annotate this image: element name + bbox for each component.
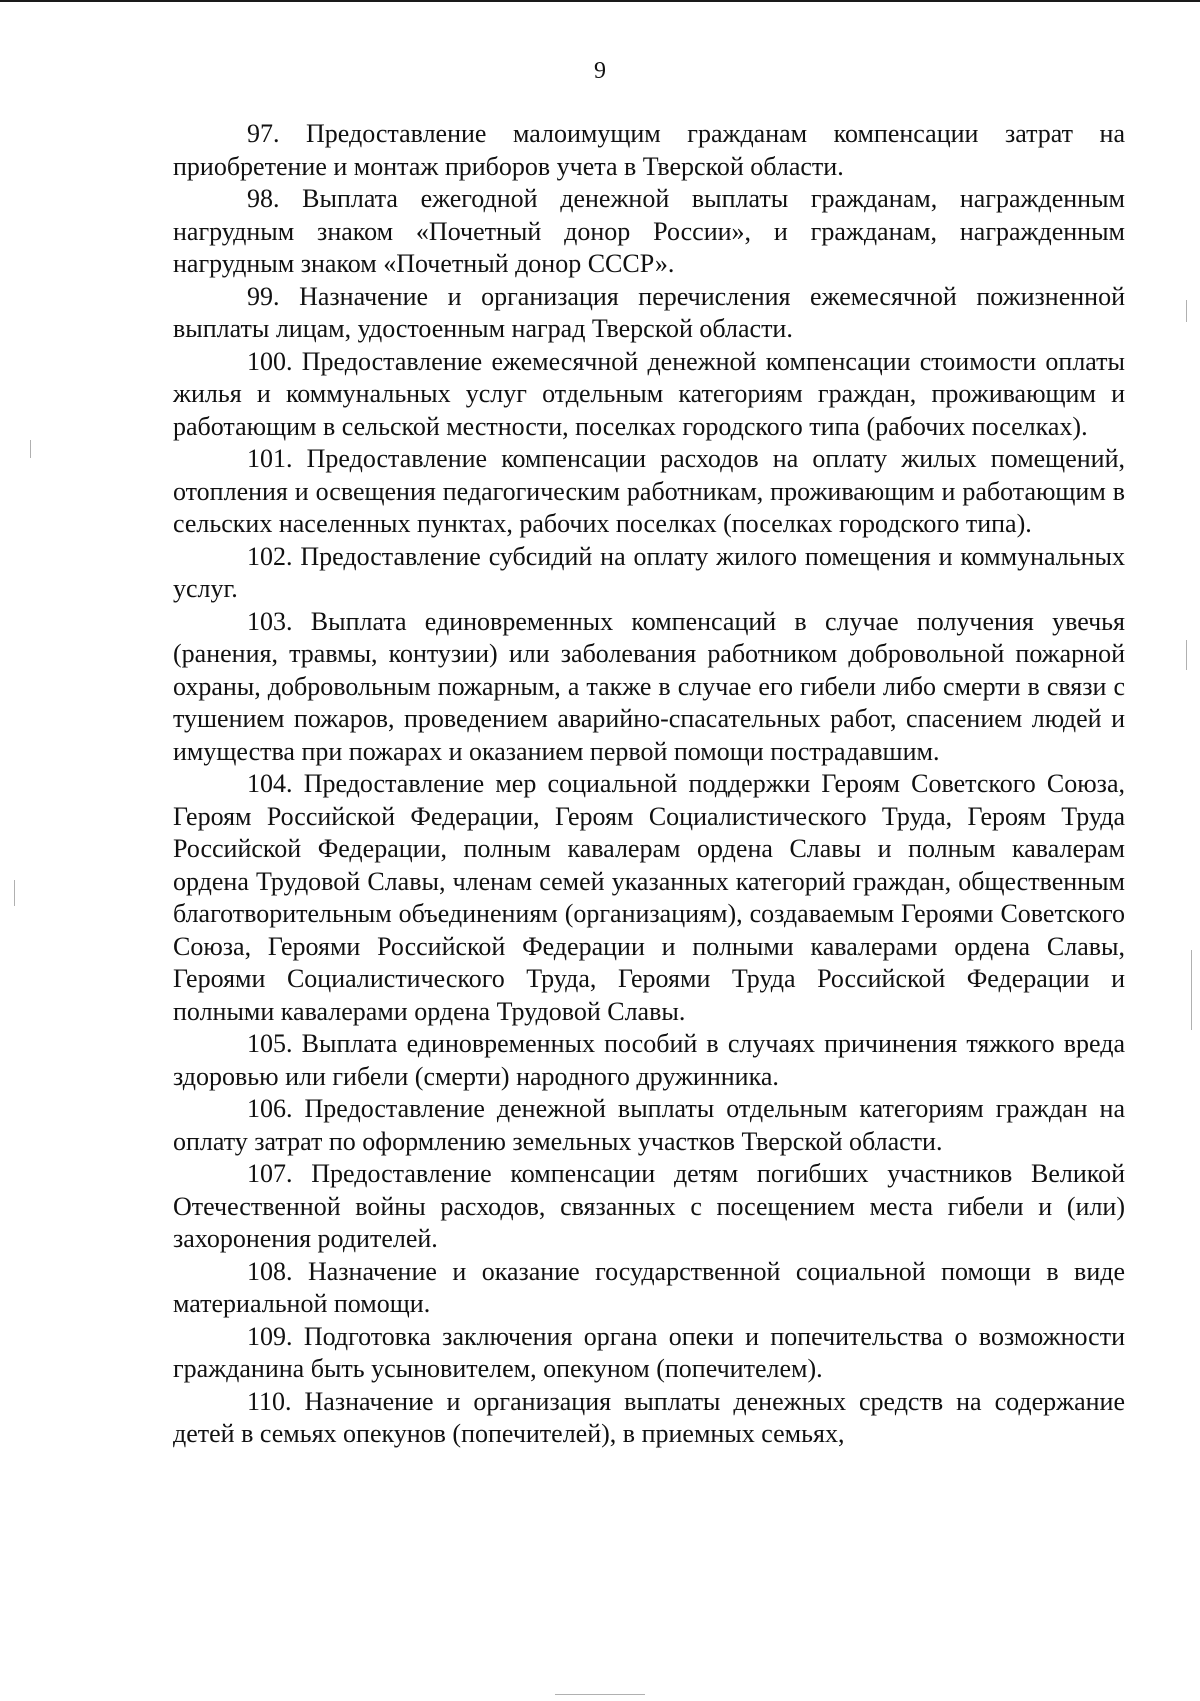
scan-artifact [1191, 950, 1192, 1030]
document-body [173, 118, 1125, 1451]
page-top-edge [0, 0, 1200, 2]
list-item-104: 104. Предоставление мер социальной поддержки Героям Советского Союза, Героям Российской Федерации, Героям Социалистического Труда, Героям Труда Российской Федерации, полным кавалерам ордена Славы и полным кавалерам ордена Трудовой Славы, членам семей указанных категорий граждан, общественным благотворительным объединениям (организациям), создаваемым Героями Советского Союза, Героями Российской Федерации и полными кавалерами ордена Славы, Героями Социалистического Труда, Героями Труда Российской Федерации и полными кавалерами ордена Трудовой Славы. [173, 769, 1125, 1026]
scan-artifact [1186, 640, 1187, 670]
scan-artifact [30, 440, 31, 458]
list-item-106: 106. Предоставление денежной выплаты отдельным категориям граждан на оплату затрат по оформлению земельных участков Тверской области. [173, 1094, 1125, 1156]
scan-artifact [555, 1694, 645, 1695]
list-item-107: 107. Предоставление компенсации детям погибших участников Великой Отечественной войны расходов, связанных с посещением места гибели и (или) захоронения родителей. [173, 1159, 1125, 1253]
list-item-100: 100. Предоставление ежемесячной денежной компенсации стоимости оплаты жилья и коммунальных услуг отдельным категориям граждан, проживающим и работающим в сельской местности, поселках городского типа (рабочих поселках). [173, 346, 1125, 441]
list-item-105: 105. Выплата единовременных пособий в случаях причинения тяжкого вреда здоровью или гибели (смерти) народного дружинника. [173, 1029, 1125, 1091]
list-item-98: 98. Выплата ежегодной денежной выплаты гражданам, награжденным нагрудным знаком «Почетный донор России», и гражданам, награжденным нагрудным знаком «Почетный донор СССР». [173, 184, 1125, 278]
list-item-103: 103. Выплата единовременных компенсаций в случае получения увечья (ранения, травмы, контузии) или заболевания работником добровольной пожарной охраны, добровольным пожарным, а также в случае его гибели либо смерти в связи с тушением пожаров, проведением аварийно-спасательных работ, спасением людей и имущества при пожарах и оказанием первой помощи пострадавшим. [173, 606, 1125, 766]
list-item-97: 97. Предоставление малоимущим гражданам компенсации затрат на приобретение и монтаж приборов учета в Тверской области. [173, 119, 1125, 181]
list-item-109: 109. Подготовка заключения органа опеки и попечительства о возможности гражданина быть усыновителем, опекуном (попечителем). [173, 1321, 1125, 1383]
list-item-110: 110. Назначение и организация выплаты денежных средств на содержание детей в семьях опекунов (попечителей), в приемных семьях, [173, 1386, 1125, 1448]
scan-artifact [14, 880, 15, 906]
list-item-102: 102. Предоставление субсидий на оплату жилого помещения и коммунальных услуг. [173, 541, 1125, 603]
list-item-99: 99. Назначение и организация перечисления ежемесячной пожизненной выплаты лицам, удостоенным наград Тверской области. [173, 281, 1125, 343]
list-item-101: 101. Предоставление компенсации расходов на оплату жилых помещений, отопления и освещения педагогическим работникам, проживающим и работающим в сельских населенных пунктах, рабочих поселках (поселках городского типа). [173, 444, 1125, 538]
page-number: 9 [594, 58, 606, 84]
scan-artifact [1186, 300, 1187, 322]
list-item-108: 108. Назначение и оказание государственной социальной помощи в виде материальной помощи. [173, 1256, 1125, 1318]
